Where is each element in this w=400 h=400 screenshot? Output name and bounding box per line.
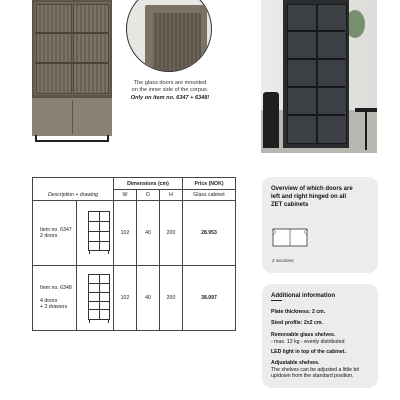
caption-note: Only on item no. 6347 + 6348! bbox=[130, 94, 210, 101]
item-detail: 4 doors bbox=[40, 298, 58, 304]
hinge-sketch bbox=[272, 228, 310, 248]
item-number: Item no. 6348 bbox=[40, 285, 72, 292]
detail-zoom-circle bbox=[126, 0, 212, 72]
panel-title: ZET cabinets bbox=[271, 202, 309, 208]
header-width: W bbox=[114, 190, 137, 201]
sketch-label: 2 sections bbox=[272, 259, 294, 264]
header-depth: D bbox=[137, 190, 160, 201]
header-description: Description + drawing bbox=[33, 190, 114, 201]
panel-title: left and right hinged on all bbox=[271, 194, 346, 200]
hinge-overview-panel bbox=[262, 177, 378, 273]
panel-title: Additional information bbox=[271, 293, 335, 299]
cell-height: 200 bbox=[160, 201, 183, 266]
cabinet-door-right bbox=[73, 4, 109, 94]
info-steel: Steel profile: 2x2 cm. bbox=[271, 320, 323, 326]
header-dimensions: Dimensions (cm) bbox=[114, 178, 183, 190]
item-description bbox=[33, 266, 77, 331]
cabinet-legs bbox=[35, 135, 109, 142]
spec-table bbox=[32, 177, 236, 331]
cabinet-shelf bbox=[35, 32, 109, 34]
cell-price: 28.953 bbox=[183, 201, 236, 266]
cabinet-drawing-6347 bbox=[88, 211, 110, 251]
photo-steel-cabinet bbox=[283, 0, 349, 148]
header-price: Price (NOK) bbox=[183, 178, 236, 190]
cell-width: 102 bbox=[114, 201, 137, 266]
info-adjustable: Adjustable shelves. bbox=[271, 360, 320, 366]
panel-title: Overview of which doors are bbox=[271, 186, 353, 192]
cabinet-drawing-6348 bbox=[88, 274, 110, 320]
cell-depth: 40 bbox=[137, 201, 160, 266]
info-led: LED light in top of the cabinet. bbox=[271, 349, 346, 355]
room-photo bbox=[261, 0, 377, 153]
caption-line: The glass doors are mounted bbox=[133, 80, 207, 86]
cell-depth: 40 bbox=[137, 266, 160, 331]
product-image-wood-cabinet bbox=[32, 0, 112, 142]
caption-line: on the inner side of the corpus. bbox=[131, 87, 209, 94]
item-detail: 2 doors bbox=[40, 233, 58, 239]
table-row bbox=[33, 266, 236, 331]
cabinet-glass-section bbox=[32, 0, 112, 97]
info-shelves-note: - max. 12 kg - evenly distributed bbox=[271, 339, 345, 345]
header-glass-cabinet: Glass cabinet bbox=[183, 190, 236, 201]
item-drawing bbox=[77, 201, 114, 266]
info-adjustable-note: up/down from the standard position. bbox=[271, 373, 354, 379]
item-number: Item no. 6347 bbox=[40, 226, 72, 233]
header-description-spacer bbox=[33, 178, 114, 190]
item-detail: + 2 drawers bbox=[40, 304, 68, 311]
cabinet-door-left bbox=[36, 4, 72, 94]
table-row bbox=[33, 201, 236, 266]
info-shelves: Removable glass shelves. bbox=[271, 332, 336, 338]
cell-width: 102 bbox=[114, 266, 137, 331]
info-adjustable-note: The shelves can be adjusted a little bit bbox=[271, 367, 359, 373]
info-plate: Plate thickness: 2 cm. bbox=[271, 309, 326, 315]
header-height: H bbox=[160, 190, 183, 201]
cabinet-shelf bbox=[35, 62, 109, 64]
photo-chair bbox=[263, 92, 279, 148]
cell-price: 38.097 bbox=[183, 266, 236, 331]
item-drawing bbox=[77, 266, 114, 331]
cabinet-drawers bbox=[32, 97, 112, 136]
item-description bbox=[33, 201, 77, 266]
cell-height: 200 bbox=[160, 266, 183, 331]
panel-divider bbox=[271, 300, 282, 301]
detail-caption bbox=[118, 80, 222, 102]
